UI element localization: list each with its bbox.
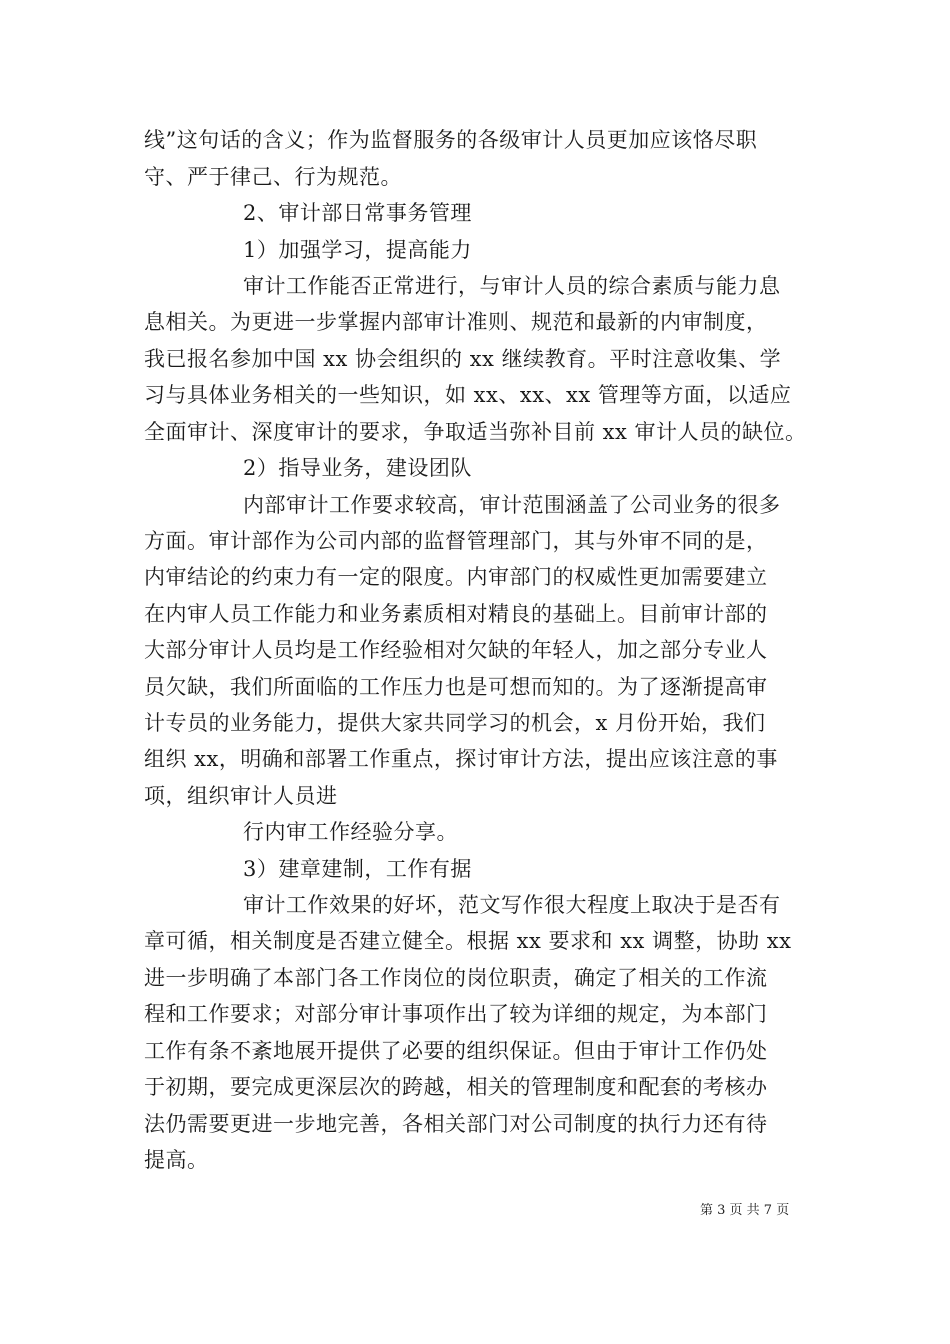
text-line: 计专员的业务能力，提供大家共同学习的机会，x 月份开始，我们 [144,711,766,735]
text-line: 线”这句话的含义；作为监督服务的各级审计人员更加应该恪尽职 [144,128,758,152]
text-line: 内审结论的约束力有一定的限度。内审部门的权威性更加需要建立 [144,565,768,589]
text-line: 我已报名参加中国 xx 协会组织的 xx 继续教育。平时注意收集、学 [144,347,782,371]
text-line: 方面。审计部作为公司内部的监督管理部门，其与外审不同的是， [144,529,768,553]
text-line: 程和工作要求；对部分审计事项作出了较为详细的规定，为本部门 [144,1002,768,1026]
text-line: 工作有条不紊地展开提供了必要的组织保证。但由于审计工作仍处 [144,1039,768,1063]
text-line: 守、严于律己、行为规范。 [144,165,402,189]
subsection-heading: 2）指导业务，建设团队 [243,456,472,480]
subsection-heading: 1）加强学习，提高能力 [243,238,472,262]
text-line: 员欠缺，我们所面临的工作压力也是可想而知的。为了逐渐提高审 [144,675,768,699]
text-line: 大部分审计人员均是工作经验相对欠缺的年轻人，加之部分专业人 [144,638,768,662]
text-line: 审计工作效果的好坏，范文写作很大程度上取决于是否有 [243,893,781,917]
text-line: 于初期，要完成更深层次的跨越，相关的管理制度和配套的考核办 [144,1075,768,1099]
text-line: 行内审工作经验分享。 [243,820,458,844]
text-line: 全面审计、深度审计的要求，争取适当弥补目前 xx 审计人员的缺位。 [144,420,807,444]
page-number: 第 3 页 共 7 页 [700,1203,790,1218]
text-line: 法仍需要更进一步地完善，各相关部门对公司制度的执行力还有待 [144,1112,768,1136]
text-line: 组织 xx，明确和部署工作重点，探讨审计方法，提出应该注意的事 [144,747,778,771]
text-line: 习与具体业务相关的一些知识，如 xx、xx、xx 管理等方面，以适应 [144,383,792,407]
text-line: 进一步明确了本部门各工作岗位的岗位职责，确定了相关的工作流 [144,966,768,990]
text-line: 在内审人员工作能力和业务素质相对精良的基础上。目前审计部的 [144,602,768,626]
text-line: 内部审计工作要求较高，审计范围涵盖了公司业务的很多 [243,493,781,517]
text-line: 提高。 [144,1148,209,1172]
text-line: 章可循，相关制度是否建立健全。根据 xx 要求和 xx 调整，协助 xx [144,929,792,953]
text-line: 审计工作能否正常进行，与审计人员的综合素质与能力息 [243,274,781,298]
text-line: 项，组织审计人员进 [144,784,338,808]
text-line: 息相关。为更进一步掌握内部审计准则、规范和最新的内审制度， [144,310,768,334]
section-heading: 2、审计部日常事务管理 [243,201,472,225]
subsection-heading: 3）建章建制，工作有据 [243,857,472,881]
